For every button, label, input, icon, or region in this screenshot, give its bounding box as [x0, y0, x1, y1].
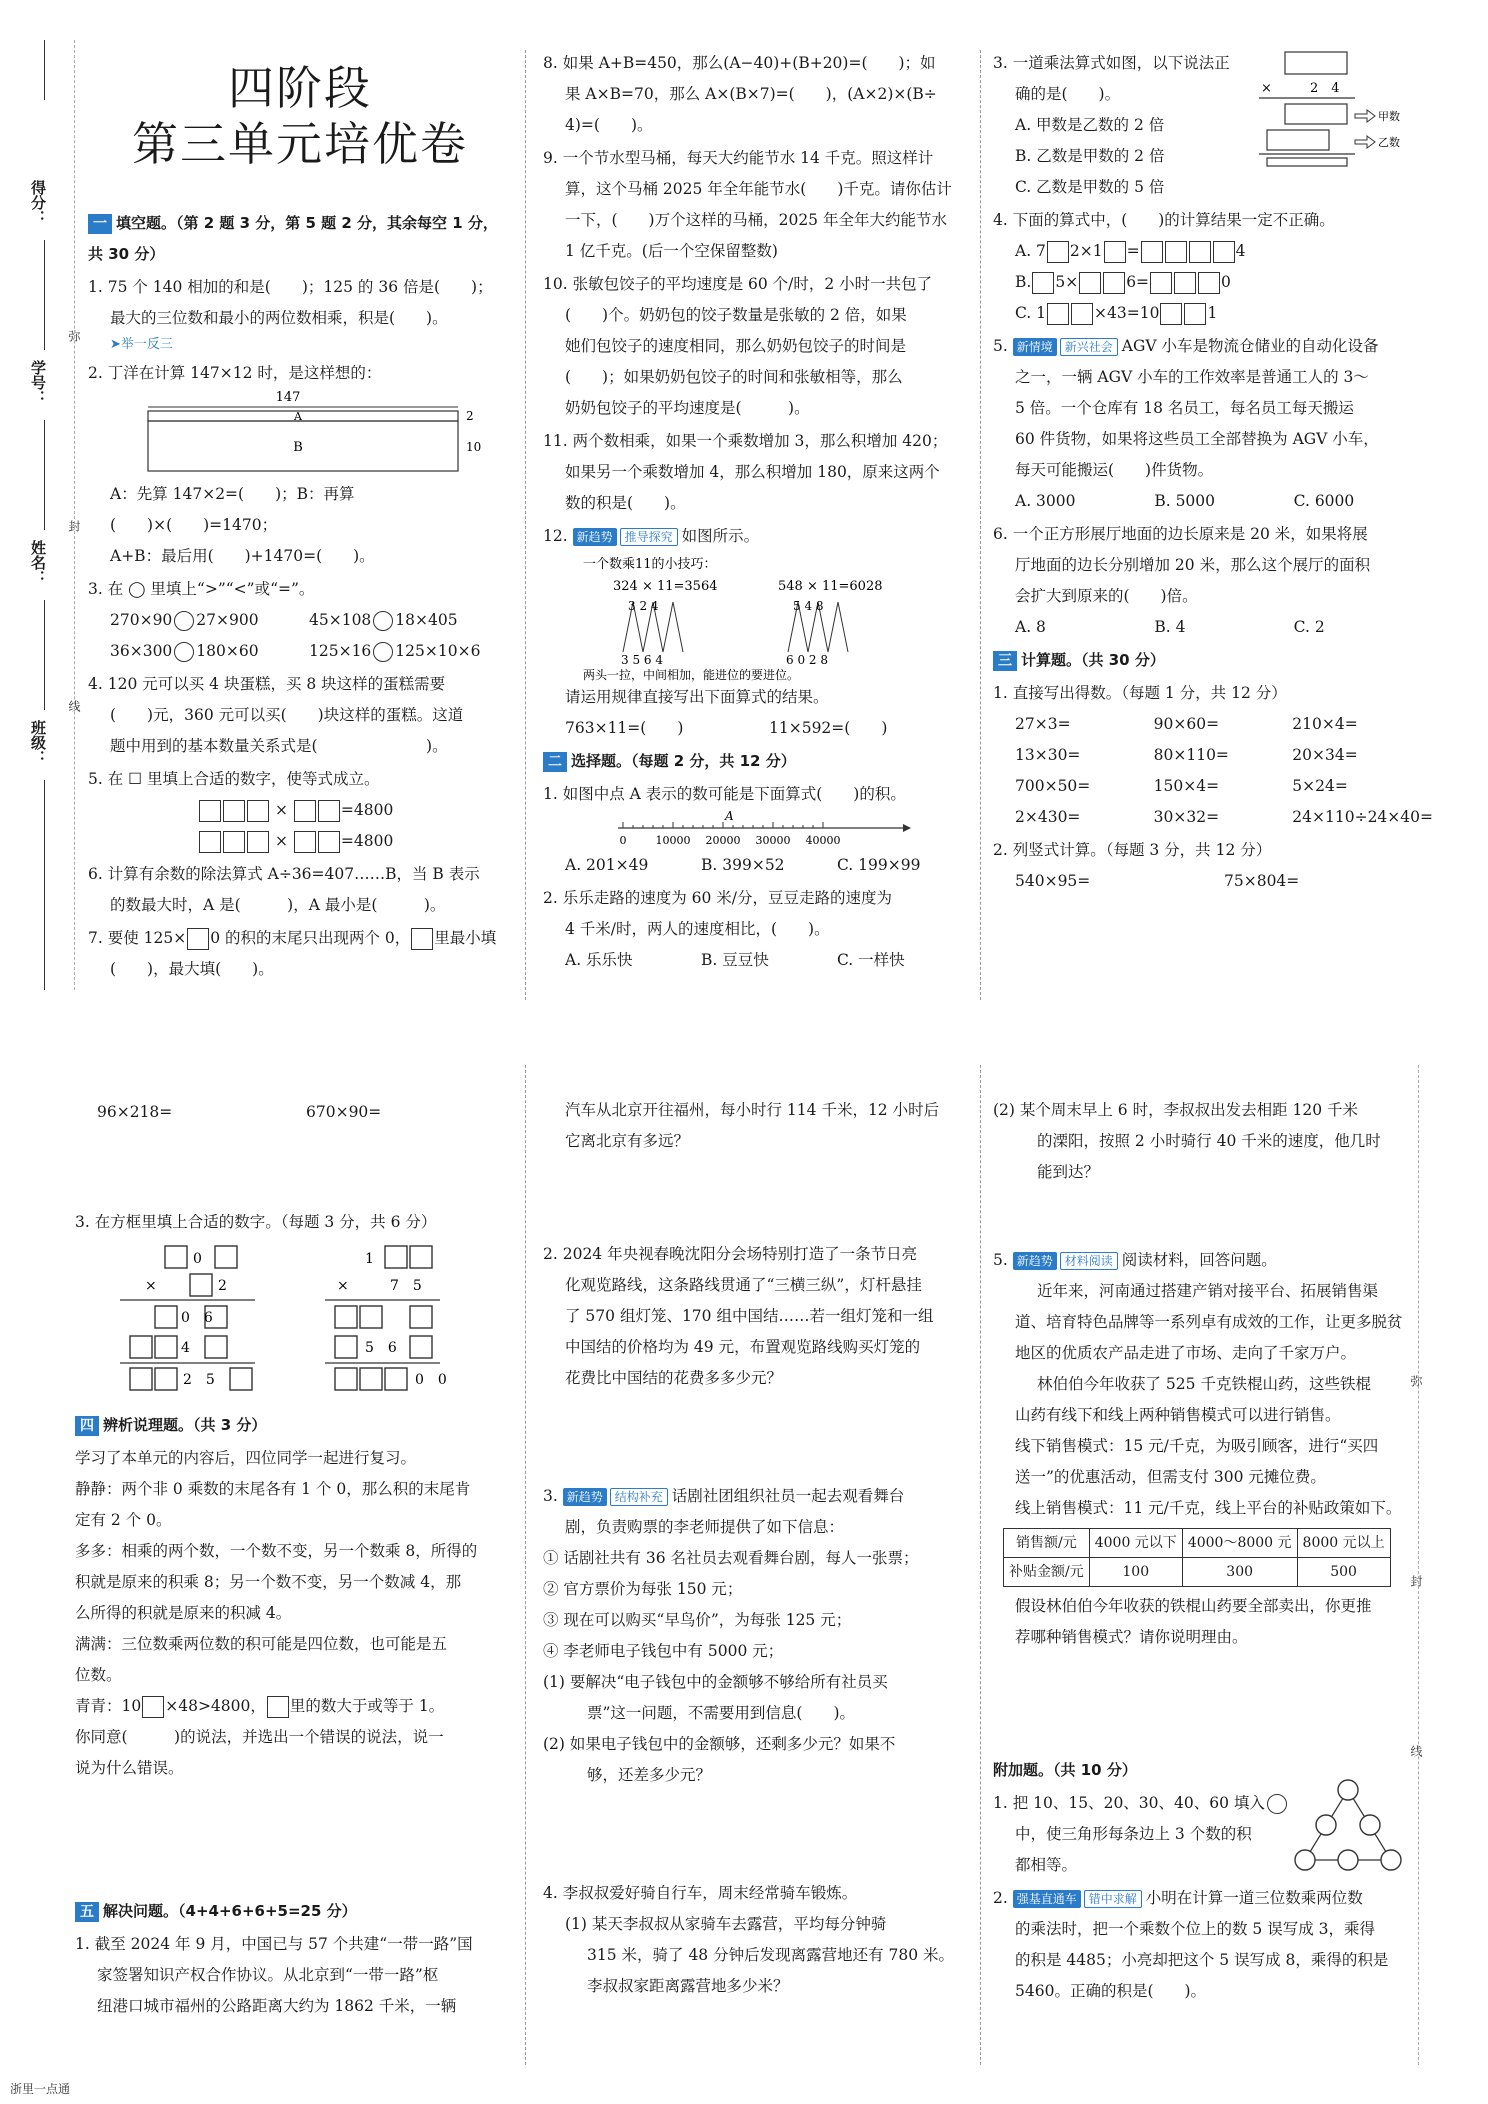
svg-text:0: 0	[619, 834, 627, 847]
digit-box[interactable]	[267, 1696, 289, 1718]
s4-q: 学习了本单元的内容后，四位同学一起进行复习。 静静：两个非 0 乘数的末尾各有 1 个 0，那么积的末尾肯 定有 2 个 0。 多多：相乘的两个数，一个数不变，另一个数乘 8，所得的 积就是原来的积乘 8；另一个数不变，另一个数减 4，那 么所得的积就是原来的积减 4。 满满：三位数乘两位数的积可能是四位数，也可能是五 位数。 青青：10 ×48>4800， 里的数大于或等于 1。 你同意( )的说法，并选出一个错误的说法，说一 说为什么错误。	[75, 1449, 478, 1777]
svg-text:1: 1	[365, 1251, 374, 1267]
s2-q2: 2. 乐乐走路的速度为 60 米/分，豆豆走路的速度为 4 千米/时，两人的速度相比，( )。 A. 乐乐快 B. 豆豆快 C. 一样快	[543, 889, 905, 969]
seal-mi-right: 弥	[1409, 1375, 1423, 1387]
bonus-q1: 1. 把 10、15、20、30、40、60 填入 中，使三角形每条边上 3 个数的积 都相等。	[993, 1788, 1413, 1881]
digit-box[interactable]	[1047, 303, 1069, 325]
score-label: 得分：	[29, 180, 47, 225]
s1-q8: 8. 如果 A+B=450，那么(A−40)+(B+20)=( )；如 果 A×B=70，那么 A×(B×7)=( )，(A×2)×(B÷ 4)=( )。	[543, 54, 937, 134]
rect-b	[148, 421, 458, 471]
calc-grid: 27×3= 90×60= 210×4= 13×30= 80×110= 20×34= 700×50= 150×4= 5×24= 2×430= 30×32= 24×110÷24×40=	[1015, 715, 1433, 826]
column-divider	[980, 50, 981, 1000]
title-stage: 四阶段	[228, 61, 372, 115]
s2-q4: 4. 下面的算式中，( )的计算结果一定不正确。 A. 7 2×1 = 4 B. 5× 6= 0 C. 1 ×43=10 1	[993, 205, 1433, 329]
s5-q4: 4. 李叔叔爱好骑自行车，周末经常骑车锻炼。 (1) 某天李叔叔从家骑车去露营，平均每分钟骑 315 米，骑了 48 分钟后发现离露营地还有 780 米。 李叔叔家距离露营地多少米？	[543, 1884, 955, 1995]
rect-a	[148, 411, 458, 421]
bonus-heading: 附加题。（共 10 分）	[993, 1761, 1137, 1779]
digit-box[interactable]	[1103, 272, 1125, 294]
section-5-heading: 五 解决问题。（4+4+6+6+5=25 分）	[75, 1896, 515, 1927]
digit-box[interactable]	[1165, 241, 1187, 263]
svg-text:5 6: 5 6	[365, 1340, 397, 1356]
p1-column-2	[543, 48, 973, 978]
subsidy-table	[1003, 1528, 1391, 1587]
digit-box[interactable]	[199, 831, 221, 853]
s1-q9: 9. 一个节水型马桶，每天大约能节水 14 千克。照这样计 算，这个马桶 2025 年全年能节水( )千克。请你估计 一下，( )万个这样的马桶，2025 年全年大约能节水 1 亿千克。(后一个空保留整数)	[543, 149, 952, 260]
svg-text:A: A	[294, 410, 302, 423]
page-1	[0, 0, 1488, 1010]
triangle-circle-bottom-middle	[1338, 1850, 1358, 1870]
s1-q11: 11. 两个数相乘，如果一个乘数增加 3，那么积增加 420； 如果另一个乘数增加 4，那么积增加 180，原来这两个 数的积是( )。	[543, 432, 948, 512]
s3-q3: 3. 在方框里填上合适的数字。（每题 3 分，共 6 分） 0 × 2 0 6 4 2 5 1 × 7 5 5 6 0 0	[75, 1207, 515, 1408]
s1-q4: 4. 120 元可以买 4 块蛋糕，买 8 块这样的蛋糕需要 ( )元，360 元可以买( )块这样的蛋糕。这道 题中用到的基本数量关系式是( )。	[88, 675, 464, 755]
s5-q2: 2. 2024 年央视春晚沈阳分会场特别打造了一条节日亮 化观览路线，这条路线贯通了“三横三纵”，灯杆悬挂 了 570 组灯笼、170 组中国结……若一组灯笼和一组 中国结的价格均为 49 元，布置观览路线购买灯笼的 花费比中国结的花费多多少元？	[543, 1245, 934, 1387]
digit-box[interactable]	[142, 1696, 164, 1718]
digit-box[interactable]	[247, 800, 269, 822]
multiply-eleven-figure	[543, 552, 943, 682]
triangle-circle-left	[1316, 1815, 1336, 1835]
s1-q3: 3. 在 ◯ 里填上“>”“<”或“=”。 270×90 27×900 45×108 18×405 36×300 180×60 125×16 125×10×6	[88, 580, 481, 660]
digit-box[interactable]	[1071, 303, 1093, 325]
triangle-circle-bottom-left	[1295, 1850, 1315, 1870]
table-row: 补贴金额/元 100 300 500	[1004, 1558, 1391, 1587]
compare-circle[interactable]	[174, 611, 194, 631]
basics-tag: 强基直通车	[1013, 1890, 1081, 1908]
seal-xian: 线	[67, 700, 81, 712]
s5-q5: 5. 新趋势 材料阅读 阅读材料，回答问题。 近年来，河南通过搭建产销对接平台、拓展销售渠 道、培育特色品牌等一系列卓有成效的工作，让更多脱贫 地区的优质农产品走进了市场、走向了千家万户。 林伯伯今年收获了 525 千克铁棍山药，这些铁棍 山药有线下和线上两种销售模式可以进行销售。 线下销售模式：15 元/千克，为吸引顾客，进行“买四 送一”的优惠活动，但需支付 300 元摊位费。 线上销售模式：11 元/千克，线上平台的补贴政策如下。 销售额/元 4000 元以下 4000～8000 元 8000 元以上 补贴金额/元 100 300 500 假设林伯伯今年收获的铁棍山药要全部卖出，你更推 荐哪种销售模式？请你说明理由。	[993, 1251, 1403, 1646]
class-label: 班级：	[29, 720, 47, 765]
s1-q6: 6. 计算有余数的除法算式 A÷36=407……B，当 B 表示 的数最大时，A 是( )，A 最小是( )。	[88, 865, 480, 914]
svg-text:0: 0	[193, 1251, 202, 1267]
digit-box[interactable]	[1047, 241, 1069, 263]
practice-tag: ➤举一反三	[110, 337, 173, 352]
society-tag: 新兴社会	[1060, 338, 1118, 356]
reading-tag: 材料阅读	[1060, 1252, 1118, 1270]
s1-q12: 12. 新趋势 推导探究 如图所示。 一个数乘11的小技巧： 324 × 11=3564 548 × 11=6028 3 2 4 5 4 8 3 5 6 4 6 0 2 8 两头一拉，中间相加，能进位的要进位。 请运用规律直接写出下面算式的结果。 763×11=( ) 11×592=( )	[543, 521, 973, 744]
seal-xian-right: 线	[1409, 1745, 1423, 1757]
seal-feng: 封	[67, 520, 81, 532]
digit-box[interactable]	[1079, 272, 1101, 294]
page-title	[100, 60, 500, 172]
svg-text:324 × 11=3564: 324 × 11=3564	[613, 579, 718, 594]
digit-box[interactable]	[1198, 272, 1220, 294]
digit-box[interactable]	[1174, 272, 1196, 294]
s5-q3: 3. 新趋势 结构补充 话剧社团组织社员一起去观看舞台 剧，负责购票的李老师提供了如下信息： ① 话剧社共有 36 名社员去观看舞台剧，每人一张票； ② 官方票价为每张 150 元； ③ 现在可以购买“早鸟价”，为每张 125 元； ④ 李老师电子钱包中有 5000 元； (1) 要解决“电子钱包中的金额够不够给所有社员买 票”这一问题，不需要用到信息( )。 (2) 如果电子钱包中的金额够，还剩多少元？如果不 够，还差多少元？	[543, 1487, 919, 1784]
digit-box[interactable]	[411, 928, 433, 950]
digit-box[interactable]	[247, 831, 269, 853]
digit-box[interactable]	[1160, 303, 1182, 325]
svg-text:3 5 6 4: 3 5 6 4	[621, 653, 663, 667]
svg-text:甲数: 甲数	[1378, 110, 1400, 123]
p1-column-3	[993, 48, 1433, 899]
svg-text:×: ×	[1261, 81, 1272, 96]
s2-q1: 1. 如图中点 A 表示的数可能是下面算式( )的积。 A 0 10000 20000 30000 40000 A. 201×49 B. 399×52 C. 199×99	[543, 779, 973, 881]
title-unit: 第三单元培优卷	[132, 117, 468, 171]
svg-text:30000: 30000	[755, 834, 791, 847]
digit-box[interactable]	[1141, 241, 1163, 263]
context-tag: 新情境	[1013, 338, 1057, 356]
svg-text:一个数乘11的小技巧：: 一个数乘11的小技巧：	[583, 557, 717, 572]
svg-text:4: 4	[181, 1340, 190, 1356]
compare-circle[interactable]	[373, 642, 393, 662]
section-4-heading: 四 辨析说理题。（共 3 分）	[75, 1410, 515, 1441]
svg-text:0 6: 0 6	[181, 1310, 213, 1326]
digit-box[interactable]	[199, 800, 221, 822]
svg-text:2: 2	[218, 1278, 227, 1294]
svg-text:6 0 2 8: 6 0 2 8	[786, 653, 828, 667]
svg-text:40000: 40000	[805, 834, 841, 847]
bonus-q2: 2. 强基直通车 错中求解 小明在计算一道三位数乘两位数 的乘法时，把一个乘数个位上的数 5 误写成 3，乘得 的积是 4485；小亮却把这个 5 误写成 8，乘得的积是 5460。正确的积是( )。	[993, 1889, 1389, 2000]
digit-box[interactable]	[318, 800, 340, 822]
structure-tag: 结构补充	[610, 1488, 668, 1506]
seal-feng-right: 封	[1409, 1575, 1423, 1587]
digit-box[interactable]	[294, 831, 316, 853]
column-divider	[980, 1065, 981, 2065]
triangle-circle-top	[1338, 1780, 1358, 1800]
column-divider	[525, 1065, 526, 2065]
s1-q10: 10. 张敏包饺子的平均速度是 60 个/时，2 小时一共包了 ( )个。奶奶包的饺子数量是张敏的 2 倍，如果 她们包饺子的速度相同，那么奶奶包饺子的时间是 ( )；如果奶奶包饺子的时间和张敏相等，那么 奶奶包饺子的平均速度是( )。	[543, 275, 933, 417]
svg-text:乙数: 乙数	[1378, 136, 1400, 149]
digit-box[interactable]	[1184, 303, 1206, 325]
section-1-heading: 一 填空题。（第 2 题 3 分，第 5 题 2 分，其余每空 1 分，共 30 分）	[88, 214, 498, 263]
digit-box[interactable]	[294, 800, 316, 822]
digit-box[interactable]	[1032, 272, 1054, 294]
vertical-multiplication-puzzles	[75, 1238, 515, 1408]
section-3-heading: 三 计算题。（共 30 分）	[993, 645, 1433, 676]
svg-text:2 5: 2 5	[183, 1372, 215, 1388]
digit-box[interactable]	[223, 800, 245, 822]
trend-tag: 新趋势	[1013, 1252, 1057, 1270]
section-2-heading: 二 选择题。（每题 2 分，共 12 分）	[543, 746, 973, 777]
table-row: 销售额/元 4000 元以下 4000～8000 元 8000 元以上	[1004, 1529, 1391, 1558]
s1-q2: 2. 丁洋在计算 147×12 时，是这样想的： 147 A B 2 10 A：先算 147×2=( )；B：再算( )×( )=1470； A+B：最后用( )+1470=( )。	[88, 358, 508, 572]
svg-text:5 4 8: 5 4 8	[793, 599, 824, 613]
trend-tag: 新趋势	[563, 1488, 607, 1506]
inquiry-tag: 推导探究	[620, 528, 678, 546]
p1-column-1	[88, 208, 508, 987]
svg-text:3 2 4: 3 2 4	[628, 599, 659, 613]
binding-margin	[0, 40, 81, 1000]
student-id-label: 学号：	[29, 360, 47, 405]
s1-q5: 5. 在 ☐ 里填上合适的数字，使等式成立。 × =4800 × =4800	[88, 764, 508, 857]
digit-box[interactable]	[187, 928, 209, 950]
svg-text:两头一拉，中间相加，能进位的要进位。: 两头一拉，中间相加，能进位的要进位。	[583, 668, 800, 682]
svg-text:7 5: 7 5	[390, 1278, 422, 1294]
multiplication-figure	[1255, 48, 1415, 168]
p2-column-3	[993, 1095, 1413, 2009]
s5-q4-cont: (2) 某个周末早上 6 时，李叔叔出发去相距 120 千米 的溧阳，按照 2 小时骑行 40 千米的速度，他几时 能到达？	[993, 1101, 1381, 1181]
svg-text:0 0: 0 0	[415, 1372, 447, 1388]
s2-q3: 3. 一道乘法算式如图，以下说法正 确的是( )。 A. 甲数是乙数的 2 倍 B. 乙数是甲数的 2 倍 C. 乙数是甲数的 5 倍 × 2 4 甲数 乙数	[993, 48, 1433, 203]
triangle-circle-bottom-right	[1381, 1850, 1401, 1870]
svg-text:548 × 11=6028: 548 × 11=6028	[778, 579, 883, 594]
svg-text:2: 2	[466, 409, 474, 423]
compare-circle[interactable]	[373, 611, 393, 631]
s2-q5: 5. 新情境 新兴社会 AGV 小车是物流仓储业的自动化设备 之一，一辆 AGV 小车的工作效率是普通工人的 3～ 5 倍。一个仓库有 18 名员工，每名员工每天搬运 60 件货物，如果将这些员工全部替换为 AGV 小车， 每天可能搬运( )件货物。 A. 3000 B. 5000 C. 6000	[993, 337, 1379, 510]
svg-text:B: B	[293, 440, 303, 455]
s5-q1: 1. 截至 2024 年 9 月，中国已与 57 个共建“一带一路”国 家签署知识产权合作协议。从北京到“一带一路”枢 纽港口城市福州的公路距离大约为 1862 千米，一辆	[75, 1935, 473, 2015]
s2-q6: 6. 一个正方形展厅地面的边长原来是 20 米，如果将展 厅地面的边长分别增加 20 米，那么这个展厅的面积 会扩大到原来的( )倍。 A. 8 B. 4 C. 2	[993, 525, 1371, 636]
digit-box[interactable]	[1104, 241, 1126, 263]
digit-box[interactable]	[1213, 241, 1235, 263]
digit-box[interactable]	[318, 831, 340, 853]
s5-q1-cont: 汽车从北京开往福州，每小时行 114 千米，12 小时后 它离北京有多远？	[565, 1101, 940, 1150]
svg-text:×: ×	[145, 1278, 157, 1294]
svg-text:10000: 10000	[655, 834, 691, 847]
fig-top-label: 147	[275, 390, 301, 405]
number-line	[543, 810, 943, 850]
p2-column-1: 96×218= 670×90= 3. 在方框里填上合适的数字。（每题 3 分，共 6 分） 0 × 2 0 6 4 2 5 1 × 7 5 5 6 0 0 四 辨析说理题。（共 3 分） 学习了本单元的内容后，四位同学一起进行复习。 静静：两个非 0 乘数的末尾各有 1 个 0，那么积的末尾肯 定有 2 个 0。 多多：相乘的两个数，一个数不变，另一个数乘 8，所得的 积就是原来的积乘 8；另一个数不变，另一个数减 4，那 么所得的积就是原来的积减 4。 满满：三位数乘两位数的积可能是四位数，也可能是五 位数。 青青：10 ×48>4800， 里的数大于或等于 1。 你同意( )的说法，并选出一个错误的说法，说一 说为什么错误。 五 解决问题。（4+4+6+6+5=25 分） 1. 截至 2024 年 9 月，中国已与 57 个共建“一带一路”国 家签署知识产权合作协议。从北京到“一带一路”枢 纽港口城市福州的公路距离大约为 1862 千米，一辆	[75, 1097, 515, 2024]
svg-text:10: 10	[466, 440, 482, 454]
rectangle-area-figure	[88, 389, 488, 479]
s1-q7: 7. 要使 125× 0 的积的末尾只出现两个 0， 里最小填 ( )，最大填( )。	[88, 929, 497, 978]
s3-q2: 2. 列竖式计算。（每题 3 分，共 12 分） 540×95= 75×804=	[993, 841, 1300, 890]
circle-slot	[1267, 1794, 1287, 1814]
digit-box[interactable]	[223, 831, 245, 853]
column-divider	[525, 50, 526, 1000]
digit-box[interactable]	[1150, 272, 1172, 294]
name-label: 姓名：	[29, 540, 47, 585]
triangle-circle-right	[1360, 1815, 1380, 1835]
s1-q1: 1. 75 个 140 相加的和是( )；125 的 36 倍是( )； 最大的三位数和最小的两位数相乘，积是( )。 ➤举一反三	[88, 272, 508, 356]
compare-circle[interactable]	[174, 642, 194, 662]
svg-text:×: ×	[337, 1278, 349, 1294]
error-tag: 错中求解	[1084, 1890, 1142, 1908]
s3-q1: 1. 直接写出得数。（每题 1 分，共 12 分） 27×3= 90×60= 210×4= 13×30= 80×110= 20×34= 700×50= 150×4= 5×24= 2×430= 30×32= 24×110÷24×40=	[993, 678, 1433, 833]
digit-box[interactable]	[1189, 241, 1211, 263]
p2-column-2	[543, 1095, 973, 2004]
point-a-label: A	[725, 810, 734, 823]
trend-tag: 新趋势	[573, 528, 617, 546]
svg-text:20000: 20000	[705, 834, 741, 847]
triangle-circles-figure	[1293, 1778, 1403, 1873]
seal-mi: 弥	[67, 330, 81, 342]
svg-text:2 4: 2 4	[1310, 81, 1340, 96]
footer-brand: 浙里一点通	[10, 2082, 71, 2096]
page-2	[0, 1055, 1488, 2104]
